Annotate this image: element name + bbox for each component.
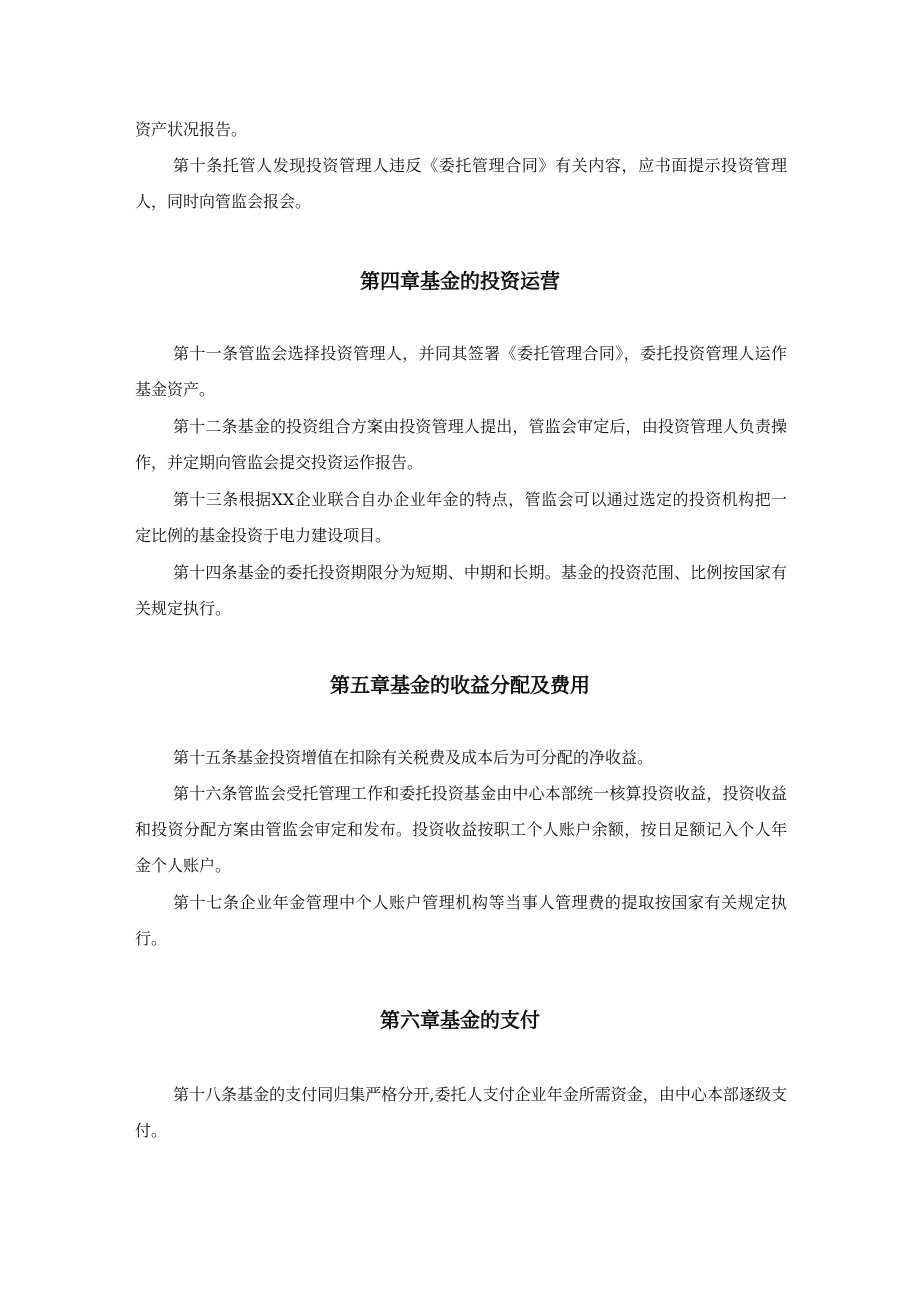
paragraph-asset-report-tail: 资产状况报告。	[135, 120, 248, 139]
paragraph-article-13: 第十三条根据XX企业联合自办企业年金的特点，管监会可以通过选定的投资机构把一定比例的基金投资于电力建设项目。	[135, 490, 787, 545]
paragraph-article-11: 第十一条管监会选择投资管理人，并同其签署《委托管理合同》，委托投资管理人运作基金资产。	[135, 344, 787, 399]
chapter-4-heading: 第四章基金的投资运营	[360, 269, 560, 293]
paragraph-article-18: 第十八条基金的支付同归集严格分开,委托人支付企业年金所需资金，由中心本部逐级支付。	[135, 1085, 787, 1140]
chapter-6-heading: 第六章基金的支付	[380, 1008, 540, 1032]
paragraph-article-12: 第十二条基金的投资组合方案由投资管理人提出，管监会审定后，由投资管理人负责操作，并定期向管监会提交投资运作报告。	[135, 417, 787, 472]
paragraph-article-14: 第十四条基金的委托投资期限分为短期、中期和长期。基金的投资范围、比例按国家有关规定执行。	[135, 563, 787, 618]
paragraph-article-16: 第十六条管监会受托管理工作和委托投资基金由中心本部统一核算投资收益，投资收益和投资分配方案由管监会审定和发布。投资收益按职工个人账户余额，按日足额记入个人年金个人账户。	[135, 784, 787, 875]
paragraph-article-10: 第十条托管人发现投资管理人违反《委托管理合同》有关内容，应书面提示投资管理人，同时向管监会报会。	[135, 156, 787, 211]
chapter-5-heading: 第五章基金的收益分配及费用	[330, 673, 590, 697]
paragraph-article-15: 第十五条基金投资增值在扣除有关税费及成本后为可分配的净收益。	[173, 748, 654, 767]
paragraph-article-17: 第十七条企业年金管理中个人账户管理机构等当事人管理费的提取按国家有关规定执行。	[135, 893, 787, 948]
